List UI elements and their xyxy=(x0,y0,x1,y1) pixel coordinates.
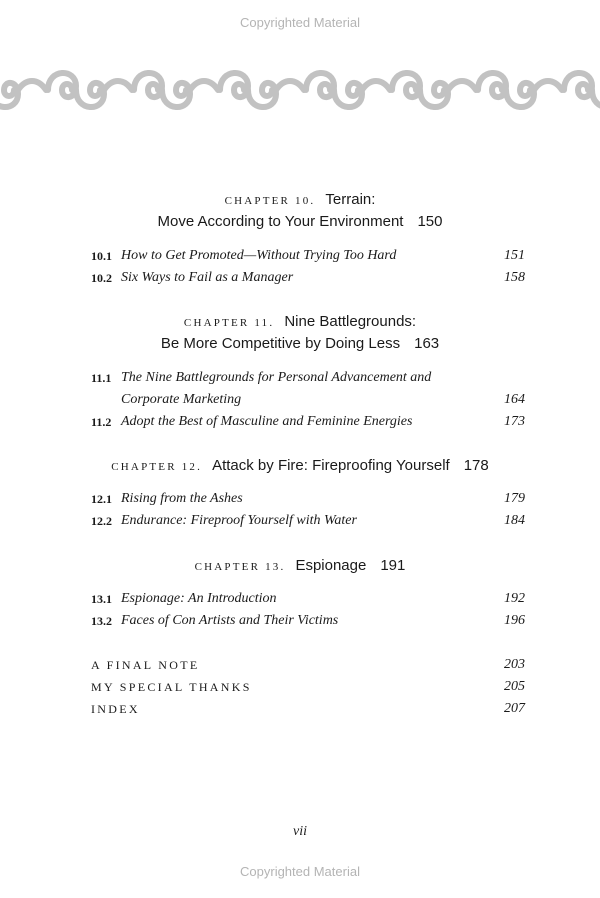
section-number: 11.1 xyxy=(91,371,112,385)
section-number: 10.2 xyxy=(91,271,112,285)
chapter-label: CHAPTER 10. xyxy=(224,195,316,207)
page-folio: vii xyxy=(293,824,307,839)
toc-entry-13-1[interactable] xyxy=(91,588,525,610)
chapter-label: CHAPTER 13. xyxy=(194,561,286,573)
chapter-title: Espionage xyxy=(295,557,367,574)
toc-entry-12-1[interactable] xyxy=(91,488,525,510)
chapter-title: Terrain: xyxy=(325,191,376,208)
section-number: 10.1 xyxy=(91,249,112,263)
toc-entry-11-1[interactable] xyxy=(91,367,525,411)
back-matter-page-number: 203 xyxy=(504,657,525,672)
chapter-10-heading[interactable] xyxy=(0,189,600,212)
copyright-watermark-bottom: Copyrighted Material xyxy=(240,864,360,879)
toc-entry-final-note[interactable] xyxy=(91,654,525,676)
section-title: Faces of Con Artists and Their Victims xyxy=(121,613,339,628)
section-page-number: 196 xyxy=(504,613,525,628)
section-title: Espionage: An Introduction xyxy=(121,591,277,606)
chapter-11-heading[interactable] xyxy=(0,311,600,334)
toc-entry-index[interactable] xyxy=(91,698,525,720)
back-matter-label: MY SPECIAL THANKS xyxy=(91,680,252,694)
toc-entry-12-2[interactable] xyxy=(91,510,525,532)
toc-entry-11-2[interactable] xyxy=(91,411,525,433)
section-page-number: 164 xyxy=(504,392,525,407)
section-number: 12.1 xyxy=(91,492,112,506)
back-matter-label: A FINAL NOTE xyxy=(91,658,200,672)
section-title: Six Ways to Fail as a Manager xyxy=(121,270,294,285)
section-page-number: 179 xyxy=(504,491,525,506)
section-page-number: 158 xyxy=(504,270,525,285)
section-number: 13.2 xyxy=(91,614,112,628)
toc-entry-special-thanks[interactable] xyxy=(91,676,525,698)
toc-entry-10-1[interactable] xyxy=(91,245,525,267)
section-title: How to Get Promoted—Without Trying Too Hard xyxy=(121,248,397,263)
chapter-11-subtitle[interactable] xyxy=(0,333,600,355)
chapter-subtitle: Be More Competitive by Doing Less xyxy=(160,335,401,352)
chapter-12-heading[interactable] xyxy=(0,455,600,478)
back-matter-page-number: 205 xyxy=(504,679,525,694)
chapter-page-number: 178 xyxy=(463,457,489,474)
chapter-10-subtitle[interactable] xyxy=(0,211,600,233)
chapter-label: CHAPTER 11. xyxy=(183,317,275,329)
toc-entry-13-2[interactable] xyxy=(91,610,525,632)
chapter-label: CHAPTER 12. xyxy=(111,461,203,473)
section-title: Adopt the Best of Masculine and Feminine Energies xyxy=(121,414,413,429)
section-title: Endurance: Fireproof Yourself with Water xyxy=(121,513,357,528)
chapter-13-heading[interactable] xyxy=(0,555,600,578)
chapter-title: Nine Battlegrounds: xyxy=(284,313,417,330)
chapter-page-number: 163 xyxy=(414,335,440,352)
section-number: 11.2 xyxy=(91,415,112,429)
section-number: 13.1 xyxy=(91,592,112,606)
chapter-page-number: 191 xyxy=(380,557,406,574)
back-matter-page-number: 207 xyxy=(504,701,525,716)
chapter-page-number: 150 xyxy=(417,213,443,230)
section-page-number: 184 xyxy=(504,513,525,528)
section-number: 12.2 xyxy=(91,514,112,528)
decorative-scroll-border xyxy=(0,60,600,120)
section-page-number: 173 xyxy=(504,414,525,429)
copyright-watermark-top: Copyrighted Material xyxy=(240,15,360,30)
section-title-line-1: The Nine Battlegrounds for Personal Advancement and xyxy=(121,370,432,385)
section-page-number: 192 xyxy=(504,591,525,606)
section-title: Rising from the Ashes xyxy=(121,491,243,506)
chapter-subtitle: Move According to Your Environment xyxy=(157,213,404,230)
section-title-line-2: Corporate Marketing xyxy=(121,392,242,407)
section-page-number: 151 xyxy=(504,248,525,263)
toc-entry-10-2[interactable] xyxy=(91,267,525,289)
chapter-title: Attack by Fire: Fireproofing Yourself xyxy=(212,457,450,474)
back-matter-label: INDEX xyxy=(91,702,140,716)
